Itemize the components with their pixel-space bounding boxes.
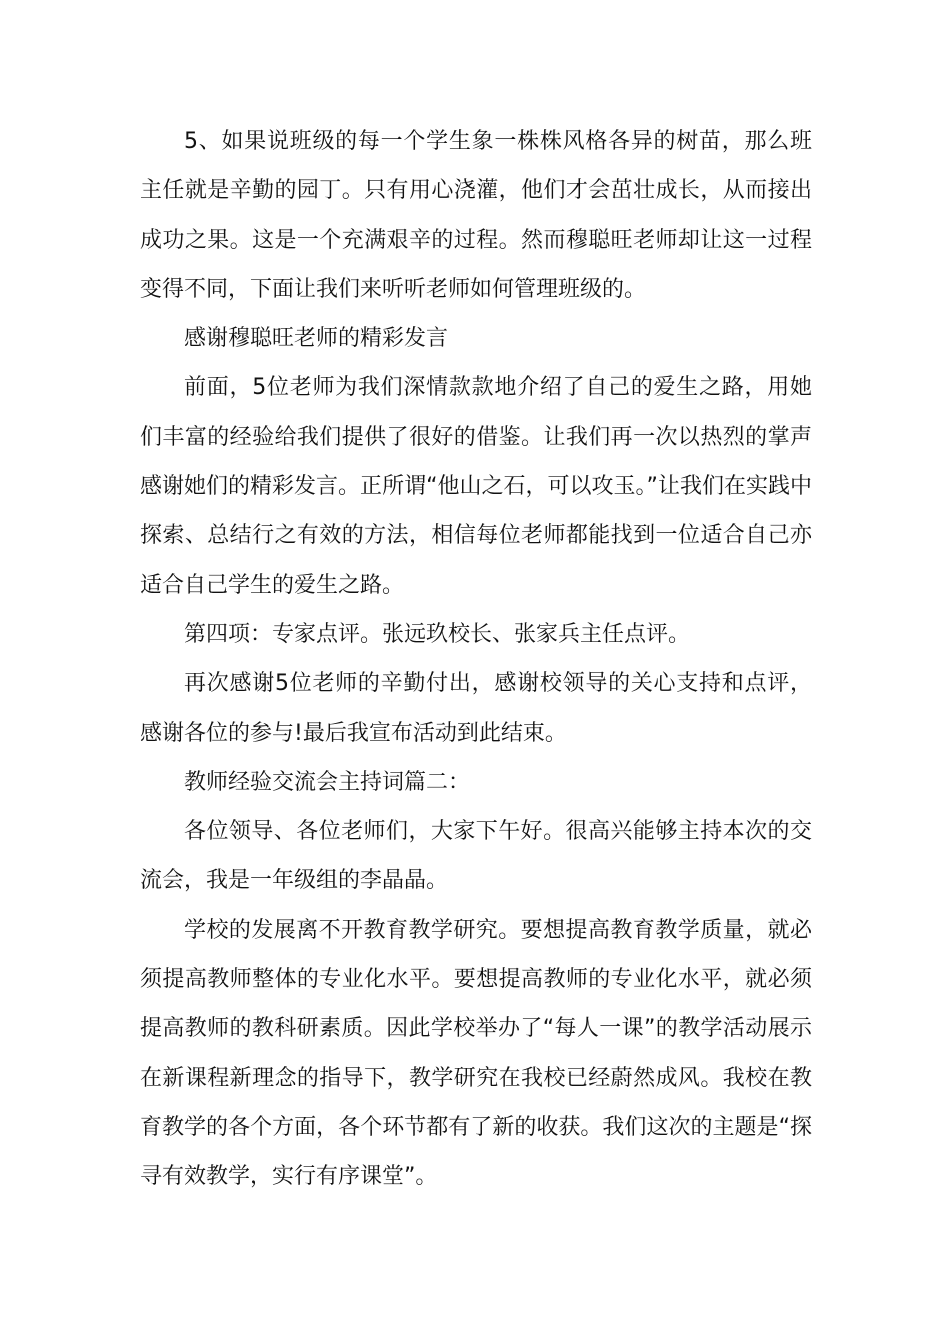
paragraph-school-development: 学校的发展离不开教育教学研究。要想提高教育教学质量，就必须提高教师整体的专业化水平。要想提高教师的专业化水平，就必须提高教师的教科研素质。因此学校举办了“每人一课”的教学活动展示在新课程新理念的指导下，教学研究在我校已经蔚然成风。我校在教育教学的各个方面，各个环节都有了新的收获。我们这次的主题是“探寻有效教学，实行有序课堂”。: [140, 917, 812, 1190]
section-heading-part-two: 教师经验交流会主持词篇二：: [184, 769, 471, 795]
paragraph-closing: 再次感谢5位老师的辛勤付出，感谢校领导的关心支持和点评，感谢各位的参与!最后我宣布活动到此结束。: [140, 671, 812, 746]
paragraph-item-four-review: 第四项：专家点评。张远玖校长、张家兵主任点评。: [184, 621, 691, 647]
paragraph-class-teacher-intro: 5、如果说班级的每一个学生象一株株风格各异的树苗，那么班主任就是辛勤的园丁。只有用心浇灌，他们才会茁壮成长，从而接出成功之果。这是一个充满艰辛的过程。然而穆聪旺老师却让这一过程变得不同，下面让我们来听听老师如何管理班级的。: [140, 129, 812, 302]
document-body: [140, 117, 812, 1202]
paragraph-five-teachers-summary: 前面，5位老师为我们深情款款地介绍了自己的爱生之路，用她们丰富的经验给我们提供了很好的借鉴。让我们再一次以热烈的掌声感谢她们的精彩发言。正所谓“他山之石，可以攻玉。”让我们在实践中探索、总结行之有效的方法，相信每位老师都能找到一位适合自己亦适合自己学生的爱生之路。: [140, 375, 812, 598]
paragraph-greeting: 各位领导、各位老师们，大家下午好。很高兴能够主持本次的交流会，我是一年级组的李晶晶。: [140, 819, 812, 894]
paragraph-thanks-mu: 感谢穆聪旺老师的精彩发言: [184, 326, 449, 352]
